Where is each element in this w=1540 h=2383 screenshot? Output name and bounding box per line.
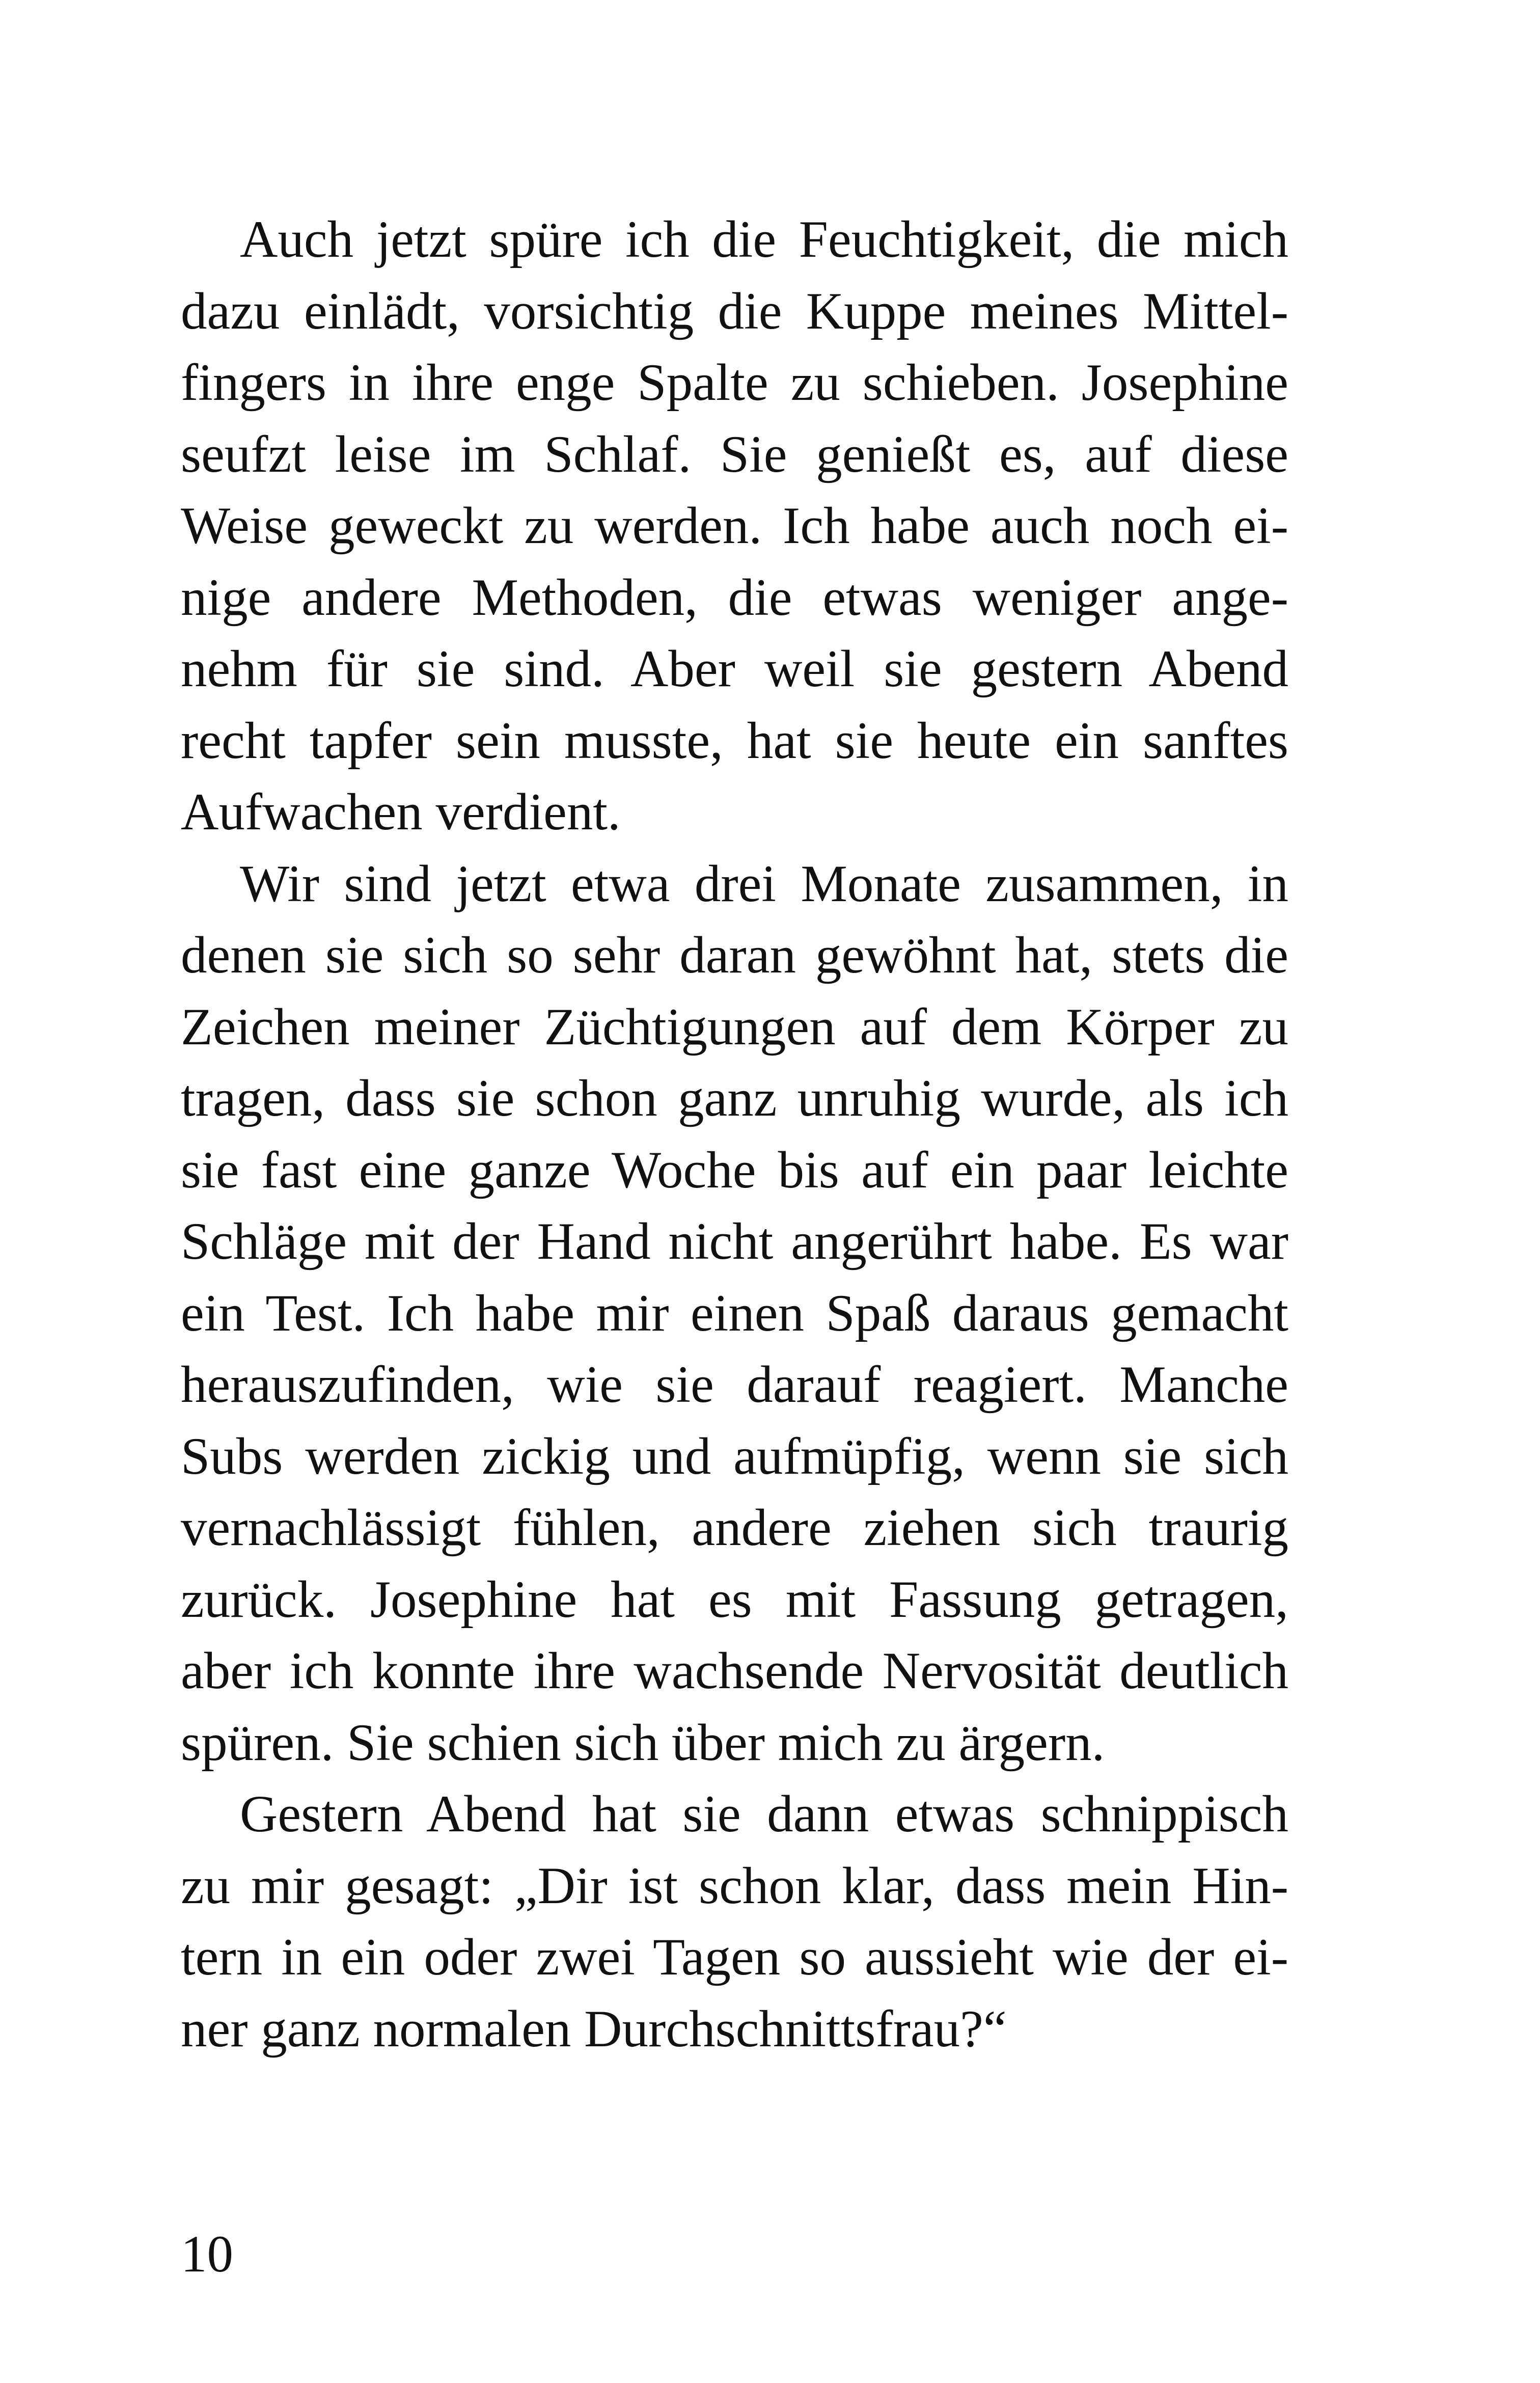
paragraph-1-line-5: Weise geweckt zu werden. Ich habe auch noch ei- [181,497,1288,555]
page-number: 10 [181,2225,233,2283]
paragraph-1-line-7: nehm für sie sind. Aber weil sie gestern Abend [181,640,1288,698]
paragraph-1-line-9: Aufwachen verdient. [181,783,621,841]
paragraph-2-line-5: sie fast eine ganze Woche bis auf ein paar leichte [181,1141,1288,1199]
paragraph-2-line-4: tragen, dass sie schon ganz unruhig wurde, als ich [181,1069,1288,1127]
paragraph-1-line-2: dazu einlädt, vorsichtig die Kuppe meines Mittel- [181,282,1288,340]
paragraph-1-line-3: fingers in ihre enge Spalte zu schieben. Josephine [181,354,1288,412]
paragraph-2-line-9: Subs werden zickig und aufmüpfig, wenn sie sich [181,1427,1288,1485]
paragraph-3-line-3: tern in ein oder zwei Tagen so aussieht wie der ei- [181,1928,1288,1986]
paragraph-2-line-1: Wir sind jetzt etwa drei Monate zusammen, in [240,854,1288,913]
paragraph-2-line-11: zurück. Josephine hat es mit Fassung getragen, [181,1570,1288,1629]
paragraph-2-line-2: denen sie sich so sehr daran gewöhnt hat, stets die [181,926,1288,984]
paragraph-3-line-4: ner ganz normalen Durchschnittsfrau?“ [181,1999,1007,2058]
paragraph-2-line-3: Zeichen meiner Züchtigungen auf dem Körper zu [181,997,1288,1056]
paragraph-1-line-8: recht tapfer sein musste, hat sie heute ein sanftes [181,711,1288,770]
paragraph-2-line-7: ein Test. Ich habe mir einen Spaß daraus gemacht [181,1284,1288,1342]
paragraph-1-line-1: Auch jetzt spüre ich die Feuchtigkeit, die mich [240,210,1288,268]
paragraph-2-line-12: aber ich konnte ihre wachsende Nervosität deutlich [181,1642,1288,1700]
body-text [181,204,1288,2065]
paragraph-2-line-8: herauszufinden, wie sie darauf reagiert. Manche [181,1356,1288,1414]
paragraph-3-line-1: Gestern Abend hat sie dann etwas schnippisch [240,1785,1288,1843]
paragraph-1-line-6: nige andere Methoden, die etwas weniger ange- [181,568,1288,627]
paragraph-2-line-13: spüren. Sie schien sich über mich zu ärgern. [181,1713,1105,1772]
paragraph-1-line-4: seufzt leise im Schlaf. Sie genießt es, auf diese [181,425,1288,483]
paragraph-2-line-10: vernachlässigt fühlen, andere ziehen sich traurig [181,1499,1288,1557]
paragraph-2-line-6: Schläge mit der Hand nicht angerührt habe. Es war [181,1212,1288,1270]
paragraph-3-line-2: zu mir gesagt: „Dir ist schon klar, dass mein Hin- [181,1856,1288,1915]
